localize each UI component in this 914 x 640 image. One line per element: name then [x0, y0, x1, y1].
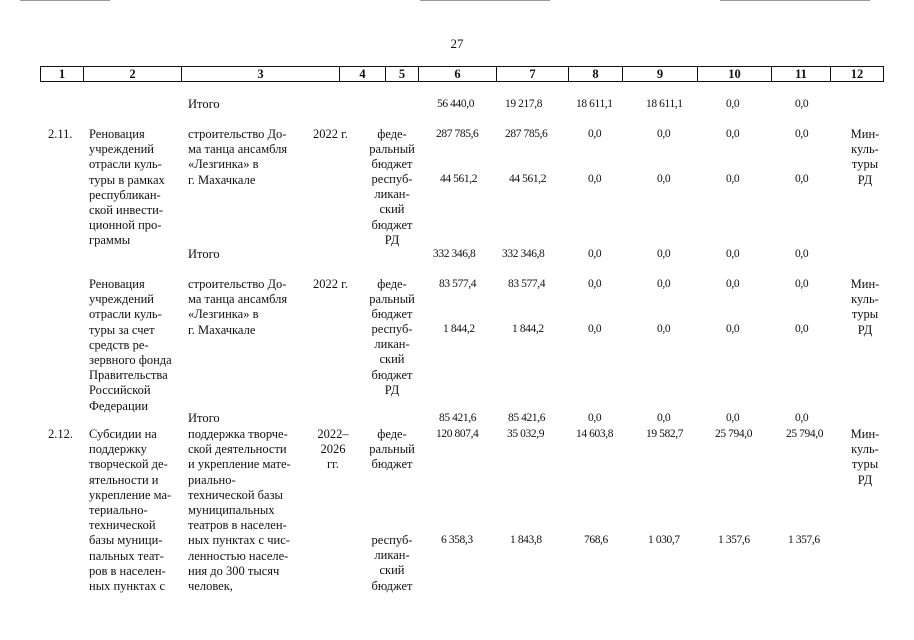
cell-col-6: 85 421,6: [439, 412, 477, 424]
cell-col-11: 0,0: [795, 173, 809, 185]
cell-col-9: 1 030,7: [648, 534, 680, 546]
cell-col-11: 0,0: [795, 98, 809, 110]
cell-col-10: 25 794,0: [715, 428, 753, 440]
cell-col-8: 0,0: [588, 248, 602, 260]
cell-col-6: 332 346,8: [433, 248, 476, 260]
cell-col-9: 19 582,7: [646, 428, 684, 440]
header-col-6: 6: [454, 67, 461, 81]
cell-col-10: 0,0: [726, 173, 740, 185]
cell-col-8: 0,0: [588, 278, 602, 290]
item-number: 2.12.: [48, 427, 73, 441]
cell-col-11: 0,0: [795, 323, 809, 335]
total-label: Итого: [188, 411, 220, 425]
cell-col-7: 44 561,2: [509, 173, 547, 185]
header-col-1: 1: [58, 67, 66, 81]
cell-col-10: 0,0: [726, 128, 740, 140]
cell-col-7: 83 577,4: [508, 278, 546, 290]
cell-col-7: 35 032,9: [507, 428, 545, 440]
cell-col-8: 0,0: [588, 412, 602, 424]
responsible-executor: Мин- куль- туры РД: [850, 127, 880, 187]
cell-col-10: 0,0: [726, 98, 740, 110]
cell-col-8: 0,0: [588, 128, 602, 140]
cell-col-11: 0,0: [795, 412, 809, 424]
responsible-executor: Мин- куль- туры РД: [850, 427, 880, 487]
cell-col-9: 0,0: [657, 128, 671, 140]
activity-description: строительство До- ма танца ансамбля «Лезгинка» в г. Махачкале: [188, 277, 288, 337]
period: 2022– 2026 гг.: [317, 427, 349, 472]
cell-col-7: 1 844,2: [512, 323, 544, 335]
header-col-8: 8: [592, 67, 599, 81]
cell-col-8: 18 611,1: [576, 98, 613, 110]
cell-col-7: 287 785,6: [505, 128, 548, 140]
header-col-2: 2: [129, 67, 136, 81]
cell-col-9: 0,0: [657, 278, 671, 290]
header-col-11: 11: [795, 67, 807, 81]
cell-col-11: 0,0: [795, 128, 809, 140]
measure-name: Субсидии на поддержку творческой де- ятельности и укрепление ма- териально- технической базы муници- пальных теат- ров в населен- ных пунктах с: [89, 427, 172, 594]
funding-source-regional: респуб- ликан- ский бюджет: [371, 533, 413, 593]
cell-col-6: 56 440,0: [437, 98, 475, 110]
scan-edge-mark: [420, 0, 550, 1]
cell-col-8: 14 603,8: [576, 428, 614, 440]
cell-col-9: 0,0: [657, 173, 671, 185]
cell-col-7: 85 421,6: [508, 412, 546, 424]
cell-col-6: 6 358,3: [441, 534, 473, 546]
cell-col-7: 19 217,8: [505, 98, 543, 110]
table-header-row: [40, 66, 884, 82]
responsible-executor: Мин- куль- туры РД: [850, 277, 880, 337]
header-col-5: 5: [398, 67, 406, 81]
cell-col-9: 0,0: [657, 412, 671, 424]
cell-col-11: 0,0: [795, 278, 809, 290]
cell-col-9: 18 611,1: [646, 98, 683, 110]
item-number: 2.11.: [48, 127, 73, 141]
header-col-3: 3: [257, 67, 264, 81]
funding-source-regional: респуб- ликан- ский бюджет РД: [371, 172, 413, 247]
cell-col-6: 287 785,6: [436, 128, 479, 140]
cell-col-11: 25 794,0: [786, 428, 824, 440]
header-col-12: 12: [850, 67, 864, 81]
cell-col-8: 0,0: [588, 173, 602, 185]
cell-col-6: 120 807,4: [436, 428, 479, 440]
cell-col-10: 0,0: [726, 278, 740, 290]
cell-col-8: 0,0: [588, 323, 602, 335]
measure-name: Реновация учреждений отрасли куль- туры в рамках республикан- ской инвести- ционной про- граммы: [89, 127, 165, 248]
header-col-4: 4: [359, 67, 366, 81]
cell-col-9: 0,0: [657, 323, 671, 335]
header-col-10: 10: [728, 67, 741, 81]
cell-col-7: 1 843,8: [510, 534, 542, 546]
cell-col-11: 0,0: [795, 248, 809, 260]
cell-col-8: 768,6: [584, 534, 608, 546]
cell-col-11: 1 357,6: [788, 534, 820, 546]
period: 2022 г.: [313, 277, 348, 291]
cell-col-6: 44 561,2: [440, 173, 478, 185]
cell-col-7: 332 346,8: [502, 248, 545, 260]
cell-col-9: 0,0: [657, 248, 671, 260]
cell-col-10: 0,0: [726, 412, 740, 424]
page-number: 27: [450, 36, 464, 51]
funding-source-regional: респуб- ликан- ский бюджет РД: [371, 322, 413, 397]
cell-col-6: 83 577,4: [439, 278, 477, 290]
header-col-7: 7: [529, 67, 536, 81]
period: 2022 г.: [313, 127, 348, 141]
activity-description: строительство До- ма танца ансамбля «Лезгинка» в г. Махачкале: [188, 127, 288, 187]
measure-name: Реновация учреждений отрасли куль- туры за счет средств ре- зервного фонда Правительства Российской Федерации: [89, 277, 172, 413]
cell-col-10: 0,0: [726, 323, 740, 335]
funding-source-federal: феде- ральный бюджет: [369, 277, 415, 322]
cell-col-6: 1 844,2: [443, 323, 475, 335]
header-col-9: 9: [656, 67, 664, 81]
cell-col-10: 0,0: [726, 248, 740, 260]
activity-description: поддержка творче- ской деятельности и укрепление мате- риально- технической базы муниципальных театров в населен- ных пунктах с чис- ленностью населе- ния до 300 тысяч человек,: [188, 427, 291, 594]
scan-edge-mark: [720, 0, 870, 1]
cell-col-10: 1 357,6: [718, 534, 750, 546]
total-label: Итого: [188, 247, 220, 261]
scan-edge-mark: [20, 0, 110, 1]
total-label: Итого: [188, 97, 220, 111]
funding-source-federal: феде- ральный бюджет: [369, 127, 415, 172]
funding-source-federal: феде- ральный бюджет: [369, 427, 415, 472]
